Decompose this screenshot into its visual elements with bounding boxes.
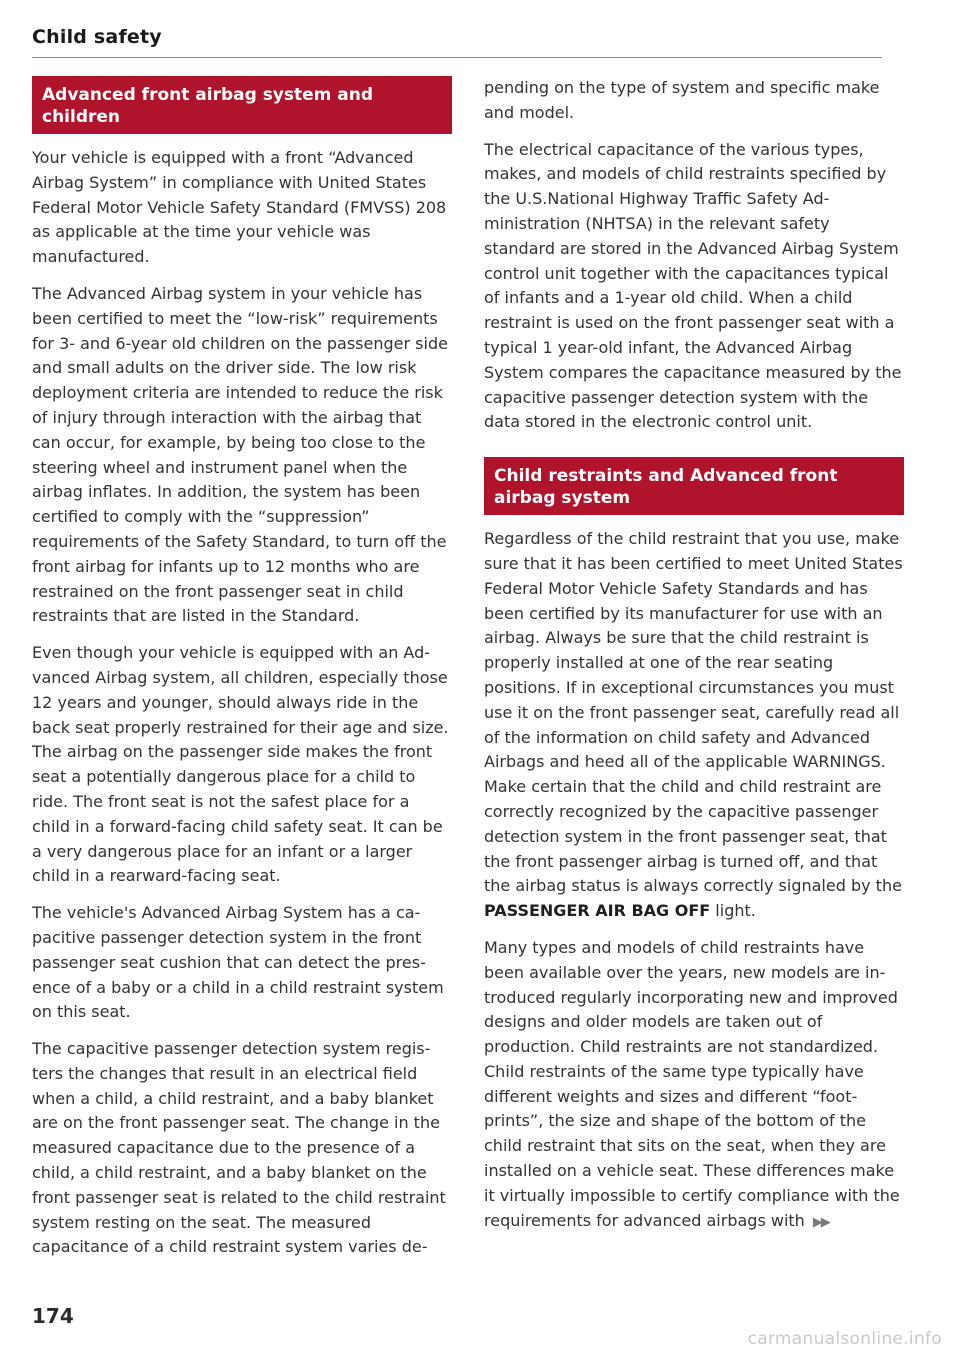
continue-arrow-icon: ▶▶: [812, 1214, 829, 1230]
paragraph-text: light.: [710, 901, 756, 921]
paragraph: [484, 527, 904, 924]
paragraph: The Advanced Airbag system in your vehicle has been certified to meet the “low-risk” requirements for 3- and 6-year old children on the passenger side and small adults on the driver side. The low risk deployment criteria are intended to reduce the risk of injury through interaction with the airbag that can occur, for example, by being too close to the steering wheel and instrument panel when the airbag inflates. In addition, the system has been certified to comply with the “suppression” requirements of the Safety Standard, to turn off the front airbag for infants up to 12 months who are restrained on the front passenger seat in child restraints that are listed in the Standard.: [32, 283, 448, 626]
paragraph-continuation: pending on the type of system and specific make and model.: [484, 78, 880, 122]
paragraph-text: Many types and models of child restraints have been available over the years, new models are introduced regularly incorporating new and improved designs and older models are taken out of production. Child restraints are not standardized. Child restraints of the same type typically have different weights and sizes and different “footprints”, the size and shape of the bottom of the child restraint that sits on the seat, when they are installed on a vehicle seat. These differences make it virtually impossible to certify compliance with the requirements for advanced airbags with: [484, 937, 900, 1230]
paragraph: [484, 936, 904, 1236]
section-title: Child safety: [32, 26, 162, 48]
paragraph: Your vehicle is equipped with a front “Advanced Airbag System” in compliance with United States Federal Motor Vehicle Safety Standard (FMVSS) 208 as applicable at the time your vehicle was manufactured.: [32, 148, 447, 267]
paragraph: Even though your vehicle is equipped with an Advanced Airbag system, all children, especially those 12 years and younger, should always ride in the back seat properly restrained for their age and size. The airbag on the passenger side makes the front seat a potentially dangerous place for a child to ride. The front seat is not the safest place for a child in a forward-facing child safety seat. It can be a very dangerous place for an infant or a larger child in a rearward-facing seat.: [32, 643, 449, 886]
paragraph: The capacitive passenger detection system registers the changes that result in an electrical field when a child, a child restraint, and a baby blanket are on the front passenger seat. The change in the measured capacitance due to the presence of a child, a child restraint, and a baby blanket on the front passenger seat is related to the child restraint system resting on the seat. The measured capacitance of a child restraint system varies de-: [32, 1039, 446, 1257]
right-column: [484, 76, 904, 1235]
header-divider: [32, 57, 882, 58]
left-column: [32, 76, 452, 1260]
watermark: carmanualsonline.info: [747, 1329, 942, 1349]
page-number: 174: [32, 1304, 74, 1328]
warning-light-label: PASSENGER AIR BAG OFF: [484, 901, 711, 921]
section-heading-advanced-airbag: Advanced front airbag system and children: [32, 76, 452, 134]
paragraph: The vehicle's Advanced Airbag System has a capacitive passenger detection system in the front passenger seat cushion that can detect the presence of a baby or a child in a child restraint system on this seat.: [32, 903, 444, 1022]
paragraph: The electrical capacitance of the various types, makes, and models of child restraints specified by the U.S.National Highway Traffic Safety Administration (NHTSA) in the relevant safety standard are stored in the Advanced Airbag System control unit together with the capacitances typical of infants and a 1-year old child. When a child restraint is used on the front passenger seat with a typical 1 year-old infant, the Advanced Airbag System compares the capacitance measured by the capacitive passenger detection system with the data stored in the electronic control unit.: [484, 139, 902, 432]
section-heading-child-restraints: Child restraints and Advanced front airbag system: [484, 457, 904, 515]
paragraph-text: Regardless of the child restraint that you use, make sure that it has been certified to meet United States Federal Motor Vehicle Safety Standards and has been certified by its manufacturer for use with an airbag. Always be sure that the child restraint is properly installed at one of the rear seating positions. If in exceptional circumstances you must use it on the front passenger seat, carefully read all of the information on child safety and Advanced Airbags and heed all of the applicable WARNINGS. Make certain that the child and child restraint are correctly recognized by the capacitive passenger detection system in the front passenger seat, that the front passenger airbag is turned off, and that the airbag status is always correctly signaled by the: [484, 529, 903, 896]
